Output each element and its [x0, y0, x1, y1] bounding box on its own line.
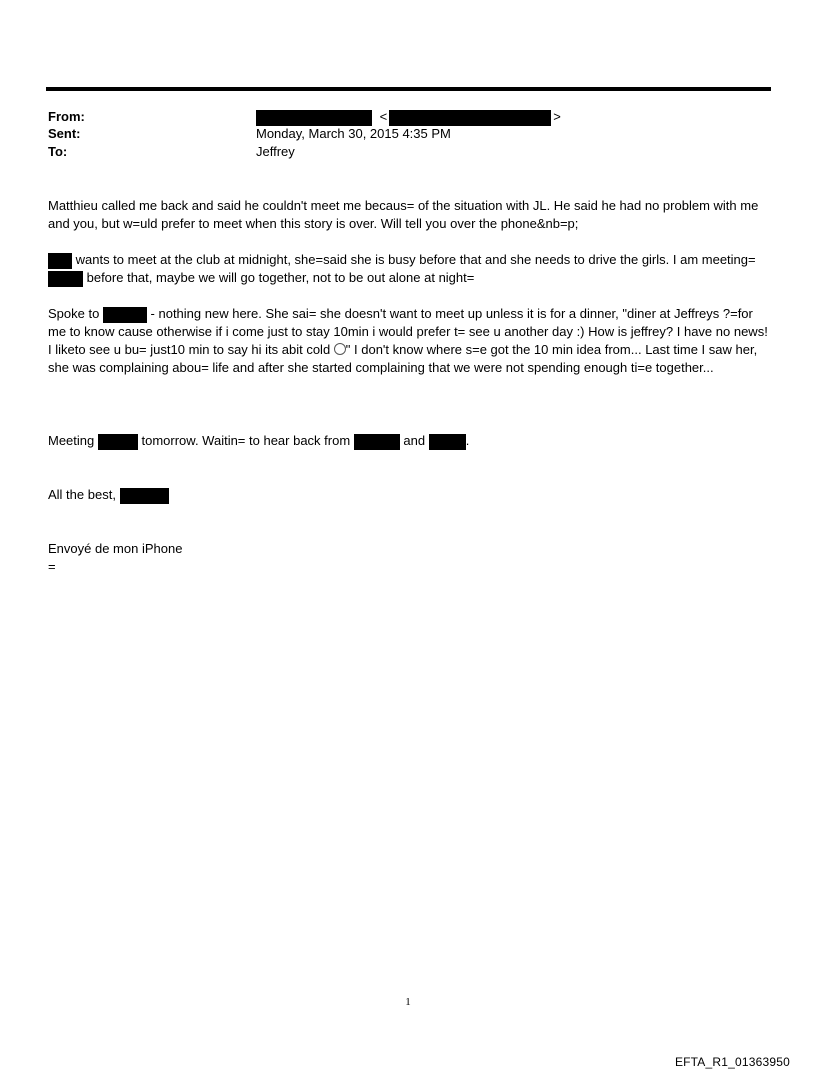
paragraph-4-text-c: and: [399, 433, 429, 448]
sent-label: Sent:: [48, 126, 81, 141]
paragraph-4-text-a: Meeting: [48, 433, 98, 448]
signature-text: Envoyé de mon iPhone: [48, 541, 183, 556]
to-label: To:: [48, 144, 68, 159]
sent-value: Monday, March 30, 2015 4:35 PM: [256, 126, 451, 141]
redaction-box: [389, 110, 551, 126]
paragraph-6: [48, 540, 773, 576]
from-label: From:: [48, 109, 85, 124]
trailing-char: =: [48, 559, 56, 574]
from-value: [256, 108, 561, 126]
paragraph-4: [48, 432, 773, 450]
paragraph-2-text-a: wants to meet at the club at midnight, she=said she is busy before that and she needs to drive the girls. I am meeting=: [72, 252, 756, 267]
redaction-box: [48, 271, 83, 287]
sent-row: [48, 125, 773, 143]
from-row: [48, 108, 773, 126]
from-gt: >: [553, 109, 561, 124]
redaction-box: [98, 434, 138, 450]
redaction-box: [48, 253, 72, 269]
from-lt: <: [379, 109, 388, 124]
sign-off-text: All the best,: [48, 487, 120, 502]
paragraph-3-text-b: - nothing new here. She sai= she doesn't want to meet up unless it is for a dinner, "diner at Jeffreys ?=for me to know cause otherwise if i come just to stay 10min i would prefer t= see u another day :) How is jeffrey? I have no news!: [48, 306, 768, 339]
to-row: [48, 143, 773, 161]
smiley-icon: [334, 343, 346, 355]
to-value: Jeffrey: [256, 144, 295, 159]
paragraph-1: Matthieu called me back and said he couldn't meet me becaus= of the situation with JL. He said he had no problem with me and you, but w=uld prefer to meet when this story is over. Will tell you over the phone&nb=p;: [48, 198, 759, 231]
page-number: 1: [405, 996, 411, 1008]
redaction-box: [429, 434, 466, 450]
document-id: EFTA_R1_01363950: [674, 1055, 790, 1069]
header-rule: [46, 87, 771, 91]
redaction-box: [103, 307, 147, 323]
paragraph-3-text-c: I liketo see u bu= just10 min to say hi its abit cold: [48, 342, 334, 357]
paragraph-2: [48, 251, 773, 287]
redaction-box: [256, 110, 372, 126]
paragraph-3-text-d: " I don't know where s=e got the 10 min idea from... Last time I saw her, she was complaining abou= life and after she started complaining that we were not spending enough ti=e together...: [48, 342, 758, 375]
email-body: [48, 197, 773, 233]
paragraph-3: [48, 305, 773, 377]
paragraph-5: [48, 486, 773, 504]
redaction-box: [120, 488, 169, 504]
paragraph-4-text-b: tomorrow. Waitin= to hear back from: [137, 433, 354, 448]
paragraph-3-text-a: Spoke to: [48, 306, 103, 321]
paragraph-4-text-d: .: [465, 433, 470, 448]
paragraph-2-text-b: before that, maybe we will go together, not to be out alone at night=: [83, 270, 475, 285]
redaction-box: [354, 434, 400, 450]
